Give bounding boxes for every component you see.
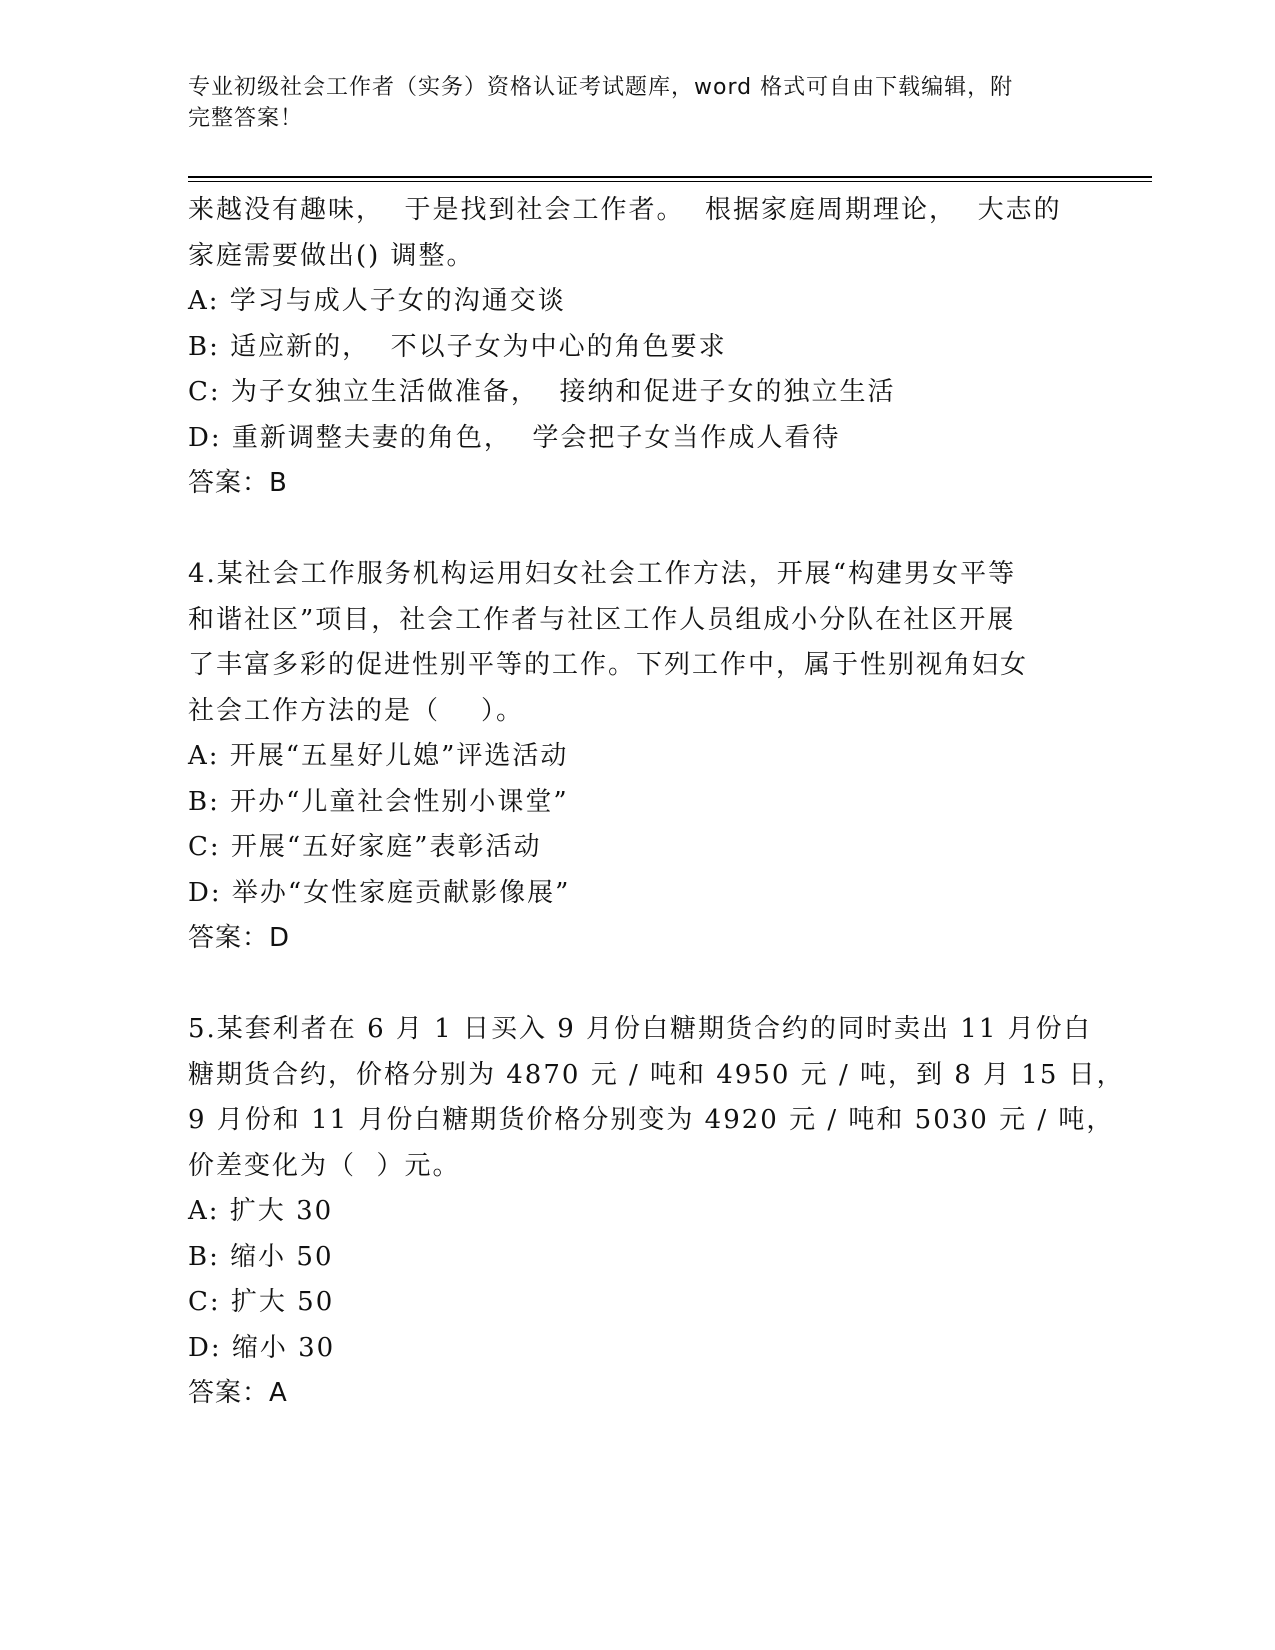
question-stem-line: 5.某套利者在 6 月 1 日买入 9 月份白糖期货合约的同时卖出 11 月份白 <box>188 1014 1092 1044</box>
answer-label: 答案：D <box>188 923 291 953</box>
question-stem-line: 9 月份和 11 月份白糖期货价格分别变为 4920 元 / 吨和 5030 元 / 吨， <box>188 1105 1115 1135</box>
question-4 <box>188 552 1088 962</box>
question-stem-line: 4.某社会工作服务机构运用妇女社会工作方法，开展“构建男女平等 <box>188 559 1017 589</box>
document-body <box>188 188 1125 1417</box>
option-d: D: 缩小 30 <box>188 1332 336 1363</box>
header-divider-thick <box>188 176 1152 178</box>
option-b: B: 缩小 50 <box>188 1241 334 1272</box>
spacer <box>188 962 1088 1008</box>
header-divider-thin <box>188 181 1152 182</box>
question-3 <box>188 188 1088 507</box>
question-5 <box>188 1007 1125 1417</box>
answer-label: 答案：B <box>188 468 288 498</box>
option-a: A: 学习与成人子女的沟通交谈 <box>188 286 566 316</box>
option-a: A: 扩大 30 <box>188 1196 334 1226</box>
option-a: A: 开展“五星好儿媳”评选活动 <box>188 741 569 771</box>
question-stem-line: 和谐社区”项目，社会工作者与社区工作人员组成小分队在社区开展 <box>188 604 1016 635</box>
question-stem-line: 家庭需要做出() 调整。 <box>188 240 475 271</box>
question-stem-line: 来越没有趣味， 于是找到社会工作者。 根据家庭周期理论， 大志的 <box>188 195 1062 225</box>
option-d: D: 举办“女性家庭贡献影像展” <box>188 877 571 908</box>
question-stem-line: 糖期货合约，价格分别为 4870 元 / 吨和 4950 元 / 吨，到 8 月 15 日， <box>188 1059 1125 1090</box>
spacer <box>188 507 1088 553</box>
option-c: C: 扩大 50 <box>188 1287 335 1317</box>
header-line-1: 专业初级社会工作者（实务）资格认证考试题库，word 格式可自由下载编辑，附 <box>188 75 1014 100</box>
answer-label: 答案：A <box>188 1378 288 1408</box>
option-b: B: 适应新的， 不以子女为中心的角色要求 <box>188 331 727 362</box>
option-c: C: 为子女独立生活做准备， 接纳和促进子女的独立生活 <box>188 377 896 407</box>
question-stem-line: 社会工作方法的是（ ）。 <box>188 695 525 726</box>
header-line-2: 完整答案！ <box>188 106 304 131</box>
question-stem-line: 价差变化为（ ）元。 <box>188 1150 461 1181</box>
document-header <box>188 72 1088 134</box>
option-b: B: 开办“儿童社会性别小课堂” <box>188 786 569 817</box>
option-d: D: 重新调整夫妻的角色， 学会把子女当作成人看待 <box>188 422 841 453</box>
option-c: C: 开展“五好家庭”表彰活动 <box>188 832 542 862</box>
question-stem-line: 了丰富多彩的促进性别平等的工作。下列工作中，属于性别视角妇女 <box>188 650 1029 680</box>
